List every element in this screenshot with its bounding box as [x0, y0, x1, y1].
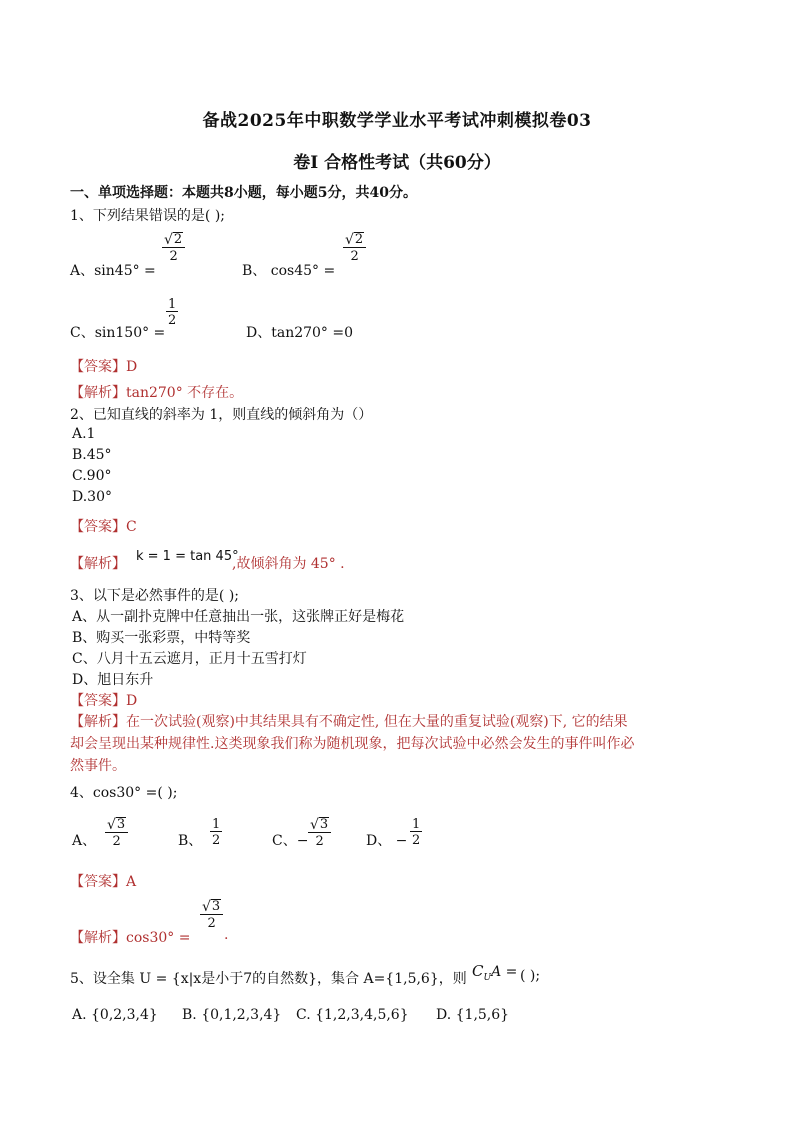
analysis-label: 【解析】 [70, 556, 126, 572]
q1-b-num: 2 [354, 232, 364, 247]
q5-complement-sub: U [483, 972, 492, 983]
q4-option-d-fraction [410, 818, 422, 847]
section-heading: 一、单项选择题：本题共8小题，每小题5分，共40分。 [70, 185, 417, 201]
q1-c-den: 2 [168, 313, 177, 328]
q1-a-den: 2 [169, 248, 178, 264]
q4-b-den: 2 [212, 833, 221, 848]
q5-complement [472, 962, 517, 983]
q2-option-a: A.1 [72, 426, 96, 442]
q5-complement-var: A = [491, 964, 518, 980]
q4-option-d-label: D、 − [366, 833, 408, 849]
q1-a-num: 2 [173, 232, 183, 247]
q2-option-c: C.90° [72, 468, 112, 484]
q4-a-num: 3 [116, 817, 126, 832]
q3-analysis-line2: 却会呈现出某种规律性.这类现象我们称为随机现象，把每次试验中必然会发生的事件叫作必 [70, 736, 635, 752]
q4-analysis [70, 927, 190, 947]
answer-label: 【答案】 [70, 359, 126, 375]
q1-option-a-label: A、sin45° = [70, 263, 156, 279]
q1-b-den: 2 [350, 248, 359, 264]
q2-answer-value: C [126, 519, 137, 535]
q2-stem: 2、已知直线的斜率为 1，则直线的倾斜角为（） [70, 407, 373, 423]
q5-complement-c: C [472, 962, 484, 980]
q2-analysis [70, 553, 126, 573]
q3-option-b: B、购买一张彩票，中特等奖 [72, 630, 251, 646]
q2-analysis-text: ,故倾斜角为 45° . [232, 556, 345, 572]
page-subtitle: 卷Ⅰ 合格性考试（共60分） [293, 153, 501, 173]
q4-analysis-end: . [224, 927, 229, 943]
q3-analysis-line1 [70, 711, 628, 731]
q3-answer-value: D [126, 693, 138, 709]
q4-analysis-text: cos30° = [126, 930, 191, 946]
q1-option-c-fraction [166, 298, 178, 327]
q1-option-c-label: C、sin150° = [70, 325, 166, 341]
q3-stem: 3、以下是必然事件的是( ); [70, 588, 239, 604]
q3-option-c: C、八月十五云遮月，正月十五雪打灯 [72, 651, 307, 667]
q4-option-c-fraction: √ 3 2 [308, 817, 331, 848]
q1-option-b-label: B、 cos45° = [242, 263, 336, 279]
q5-stem-part2: ( ); [520, 968, 541, 984]
q4-option-b-fraction [210, 818, 222, 847]
analysis-label: 【解析】 [70, 385, 126, 401]
q1-stem: 1、下列结果错误的是( ); [70, 208, 225, 224]
q4-option-c-label: C、− [272, 833, 309, 849]
q1-answer-value: D [126, 359, 138, 375]
q4-analysis-den: 2 [207, 915, 216, 931]
q5-option-c: C. {1,2,3,4,5,6} [296, 1007, 409, 1023]
q4-stem: 4、cos30° =( ); [70, 785, 178, 801]
q4-c-den: 2 [315, 833, 324, 849]
q3-answer [70, 690, 137, 710]
q5-option-d: D. {1,5,6} [436, 1007, 510, 1023]
q1-option-b [242, 260, 335, 280]
q3-analysis-text-1: 在一次试验(观察)中其结果具有不确定性, 但在大量的重复试验(观察)下, 它的结果 [126, 714, 628, 730]
q2-answer [70, 516, 137, 536]
q4-answer-value: A [126, 874, 137, 890]
q1-answer [70, 356, 137, 376]
q3-option-a: A、从一副扑克牌中任意抽出一张，这张牌正好是梅花 [72, 609, 405, 625]
q1-option-d: D、tan270° =0 [246, 325, 354, 341]
q1-analysis-text: tan270° 不存在。 [126, 385, 244, 401]
q5-option-b: B. {0,1,2,3,4} [182, 1007, 282, 1023]
q1-option-b-fraction: √ 2 2 [343, 232, 366, 263]
q4-analysis-fraction: √ 3 2 [200, 899, 223, 930]
analysis-label: 【解析】 [70, 714, 126, 730]
q4-answer [70, 871, 136, 891]
answer-label: 【答案】 [70, 693, 126, 709]
analysis-label: 【解析】 [70, 930, 126, 946]
q2-analysis-math: k = 1 = tan 45° [136, 549, 239, 564]
q5-stem [70, 968, 467, 988]
answer-label: 【答案】 [70, 519, 126, 535]
q3-option-d: D、旭日东升 [72, 672, 154, 688]
page-title: 备战2025年中职数学学业水平考试冲刺模拟卷03 [202, 111, 592, 131]
q4-option-b-label: B、 [178, 833, 203, 849]
q2-option-b: B.45° [72, 447, 112, 463]
q4-c-num: 3 [319, 817, 329, 832]
q4-analysis-num: 3 [211, 899, 221, 914]
q4-option-a-fraction: √ 3 2 [105, 817, 128, 848]
q4-a-den: 2 [112, 833, 121, 849]
q2-option-d: D.30° [72, 489, 112, 505]
q1-analysis [70, 382, 243, 402]
q5-stem-part1: 5、设全集 U = {x|x是小于7的自然数}，集合 A={1,5,6}，则 [70, 971, 467, 987]
q4-b-num: 1 [212, 817, 221, 832]
q3-analysis-line3: 然事件。 [70, 758, 126, 774]
answer-label: 【答案】 [70, 874, 126, 890]
q5-option-a: A. {0,2,3,4} [72, 1007, 158, 1023]
q1-option-a-fraction: √ 2 2 [162, 232, 185, 263]
q4-option-a-label: A、 [72, 833, 97, 849]
q1-option-c [70, 322, 165, 342]
q1-option-a [70, 260, 156, 280]
q1-c-num: 1 [168, 297, 177, 312]
q4-d-den: 2 [412, 833, 421, 848]
q4-d-num: 1 [412, 817, 421, 832]
